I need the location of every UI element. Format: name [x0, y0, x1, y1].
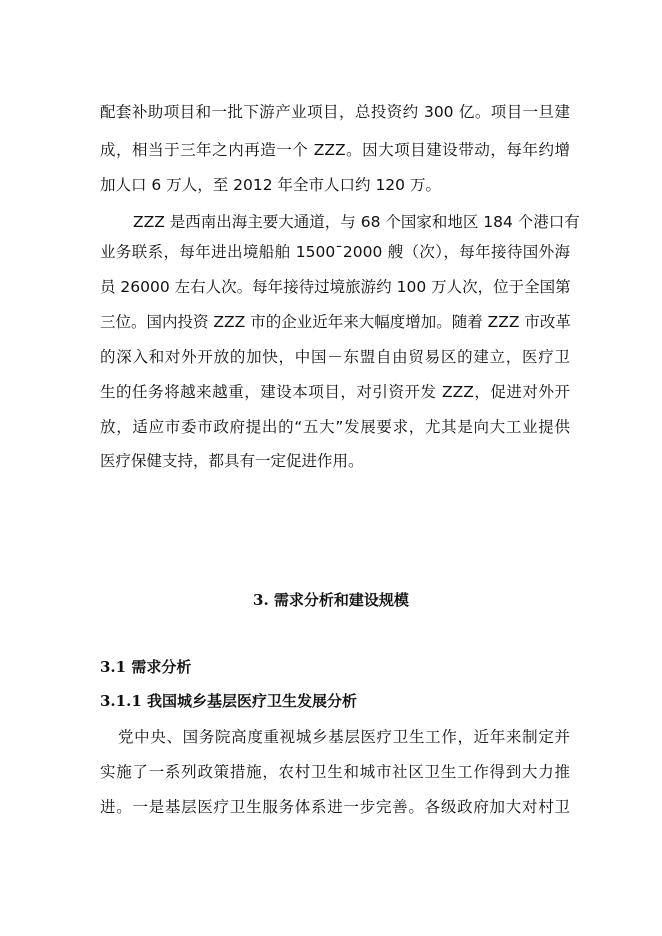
paragraph-3-line-2: 实施了一系列政策措施，农村卫生和城市社区卫生工作得到大力推	[100, 763, 570, 781]
paragraph-3-line-1: 党中央、国务院高度重视城乡基层医疗卫生工作，近年来制定并	[118, 728, 570, 746]
paragraph-2-line-3: 员 26000 左右人次。每年接待过境旅游约 100 万人次，位于全国第	[100, 278, 571, 296]
subsubsection-heading: 3.1.1 我国城乡基层医疗卫生发展分析	[100, 692, 357, 710]
paragraph-2-line-7: 放，适应市委市政府提出的“五大”发展要求，尤其是向大工业提供	[100, 418, 570, 436]
paragraph-1-line-2: 成，相当于三年之内再造一个 ZZZ。因大项目建设带动，每年约增	[100, 141, 570, 159]
paragraph-2-line-8: 医疗保健支持，都具有一定促进作用。	[100, 452, 364, 470]
paragraph-2-line-6: 生的任务将越来越重，建设本项目，对引资开发 ZZZ，促进对外开	[100, 383, 570, 401]
subsection-heading: 3.1 需求分析	[100, 658, 192, 676]
paragraph-2-line-2: 业务联系，每年进出境船舶 1500¯2000 艘（次），每年接待国外海	[100, 243, 570, 261]
paragraph-2-line-1: ZZZ 是西南出海主要大通道，与 68 个国家和地区 184 个港口有	[133, 213, 580, 231]
paragraph-2-line-4: 三位。国内投资 ZZZ 市的企业近年来大幅度增加。随着 ZZZ 市改革	[100, 313, 571, 331]
section-heading: 3. 需求分析和建设规模	[253, 591, 409, 609]
paragraph-2-line-5: 的深入和对外开放的加快，中国－东盟自由贸易区的建立，医疗卫	[100, 348, 570, 366]
paragraph-3-line-3: 进。一是基层医疗卫生服务体系进一步完善。各级政府加大对村卫	[100, 798, 570, 816]
paragraph-1-line-1: 配套补助项目和一批下游产业项目，总投资约 300 亿。项目一旦建	[100, 103, 570, 121]
paragraph-1-line-3: 加人口 6 万人，至 2012 年全市人口约 120 万。	[100, 176, 441, 194]
